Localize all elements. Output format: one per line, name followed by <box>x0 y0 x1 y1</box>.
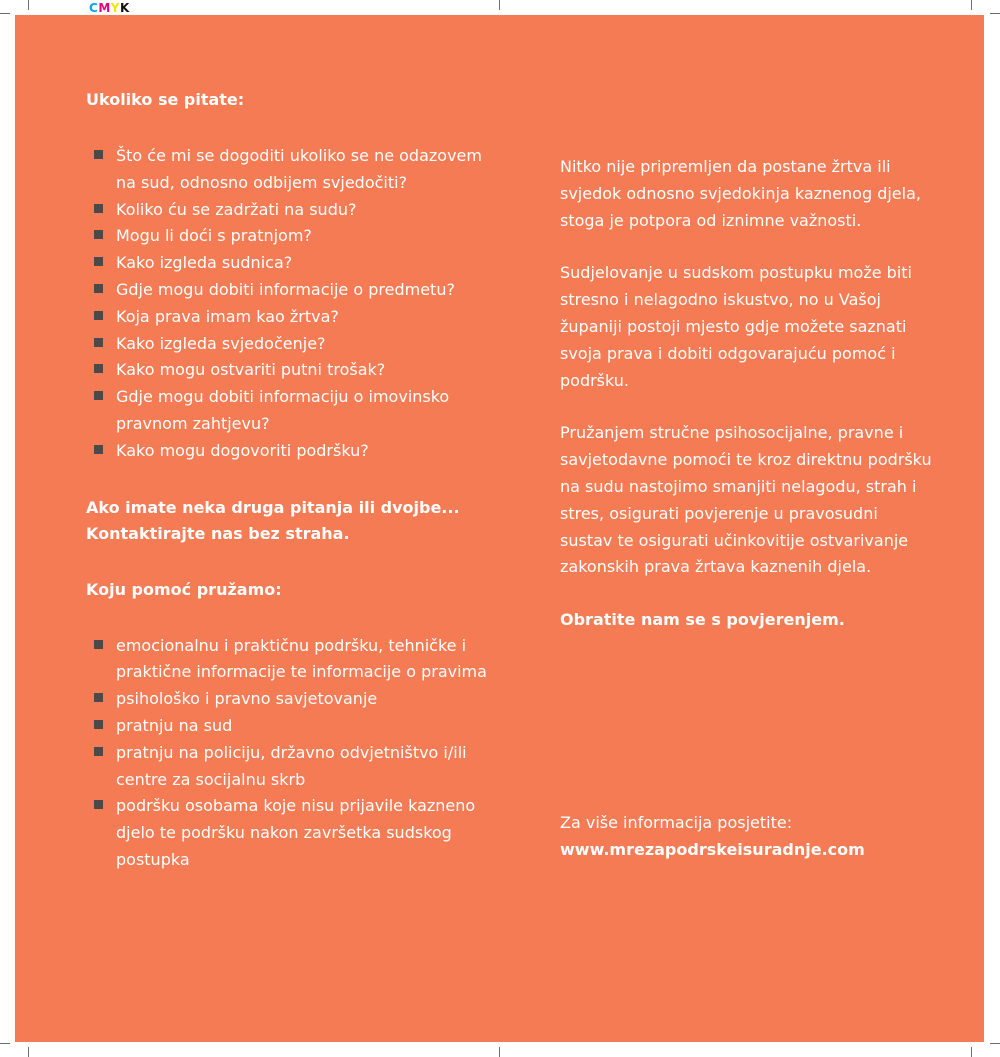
contact-line-2: Kontaktirajte nas bez straha. <box>86 523 350 543</box>
square-bullet-icon <box>94 693 103 702</box>
intro-paragraph: Nitko nije pripremljen da postane žrtva ili svjedok odnosno svjedokinja kaznenog djela, stoga je potpora od iznimne važnosti. <box>560 157 921 230</box>
cmyk-c: C <box>89 1 99 15</box>
square-bullet-icon <box>94 747 103 756</box>
list-item-text: podršku osobama koje nisu prijavile kazneno djelo te podršku nakon završetka sudskog postupka <box>116 796 476 869</box>
list-item-text: Kako mogu ostvariti putni trošak? <box>116 360 386 380</box>
square-bullet-icon <box>94 338 103 347</box>
help-heading: Koju pomoć pružamo: <box>86 579 282 599</box>
square-bullet-icon <box>94 445 103 454</box>
list-item-text: Što će mi se dogoditi ukoliko se ne odazovem na sud, odnosno odbijem svjedočiti? <box>116 146 482 192</box>
square-bullet-icon <box>94 284 103 293</box>
list-item <box>86 793 506 873</box>
list-item-text: Kako izgleda sudnica? <box>116 253 293 273</box>
crop-mark-top-left <box>28 0 29 10</box>
more-info-label: Za više informacija posjetite: <box>560 813 793 833</box>
square-bullet-icon <box>94 230 103 239</box>
cmyk-k: K <box>119 1 130 15</box>
square-bullet-icon <box>94 204 103 213</box>
crop-mark-top-center <box>499 0 500 10</box>
square-bullet-icon <box>94 364 103 373</box>
crop-mark-bottom-center <box>499 1047 500 1057</box>
crop-mark-top-right <box>971 0 972 10</box>
square-bullet-icon <box>94 257 103 266</box>
crop-mark-top-left-h <box>0 13 10 14</box>
list-item <box>86 633 506 687</box>
cmyk-y: Y <box>110 1 120 15</box>
court-procedure-paragraph: Sudjelovanje u sudskom postupku može biti stresno i nelagodno iskustvo, no u Vašoj županiji postoji mjesto gdje možete saznati svoja prava i dobiti odgovarajuću pomoć i podršku. <box>560 263 912 390</box>
list-item <box>86 384 506 438</box>
list-item-text: Koja prava imam kao žrtva? <box>116 306 339 326</box>
services-paragraph: Pružanjem stručne psihosocijalne, pravne i savjetodavne pomoći te kroz direktnu podršku na sudu nastojimo smanjiti nelagodu, strah i stres, osigurati povjerenje u pravosudni sustav te osigurati učinkovitije ostvarivanje zakonskih prava žrtava kaznenih djela. <box>560 423 932 577</box>
list-item <box>86 438 506 465</box>
list-item-text: pratnju na sud <box>116 715 233 735</box>
website-link[interactable]: www.mrezapodrskeisuradnje.com <box>560 839 865 859</box>
list-item <box>86 331 506 358</box>
square-bullet-icon <box>94 150 103 159</box>
trust-line: Obratite nam se s povjerenjem. <box>560 610 845 630</box>
list-item-text: Gdje mogu dobiti informaciju o imovinsko pravnom zahtjevu? <box>116 387 450 433</box>
list-item <box>86 277 506 304</box>
list-item-text: psihološko i pravno savjetovanje <box>116 689 378 709</box>
list-item-text: Gdje mogu dobiti informacije o predmetu? <box>116 279 455 299</box>
contact-line-1: Ako imate neka druga pitanja ili dvojbe... <box>86 497 460 517</box>
cmyk-m: M <box>98 1 111 15</box>
list-item-text: Mogu li doći s pratnjom? <box>116 226 312 246</box>
crop-mark-bottom-right-h <box>990 1043 1000 1044</box>
crop-mark-bottom-right <box>971 1047 972 1057</box>
square-bullet-icon <box>94 800 103 809</box>
left-column <box>86 87 506 874</box>
list-item <box>86 223 506 250</box>
list-item <box>86 304 506 331</box>
list-item <box>86 143 506 197</box>
square-bullet-icon <box>94 640 103 649</box>
square-bullet-icon <box>94 391 103 400</box>
questions-list <box>86 143 506 465</box>
list-item <box>86 197 506 224</box>
questions-heading: Ukoliko se pitate: <box>86 90 245 109</box>
crop-mark-top-right-h <box>990 13 1000 14</box>
crop-mark-bottom-left-h <box>0 1043 10 1044</box>
square-bullet-icon <box>94 720 103 729</box>
brochure-page <box>15 15 984 1042</box>
cmyk-print-mark <box>89 1 130 15</box>
square-bullet-icon <box>94 311 103 320</box>
list-item <box>86 713 506 740</box>
list-item-text: pratnju na policiju, državno odvjetništvo i/ili centre za socijalnu skrb <box>116 742 467 789</box>
list-item <box>86 357 506 384</box>
list-item-text: Koliko ću se zadržati na sudu? <box>116 199 357 219</box>
list-item-text: emocionalnu i praktičnu podršku, tehničke i praktične informacije te informacije o pravima <box>116 635 487 682</box>
crop-mark-bottom-left <box>28 1047 29 1057</box>
list-item <box>86 686 506 713</box>
list-item <box>86 250 506 277</box>
list-item-text: Kako mogu dogovoriti podršku? <box>116 440 369 460</box>
list-item-text: Kako izgleda svjedočenje? <box>116 333 326 353</box>
right-column <box>560 154 980 864</box>
list-item <box>86 740 506 794</box>
help-list <box>86 633 506 874</box>
